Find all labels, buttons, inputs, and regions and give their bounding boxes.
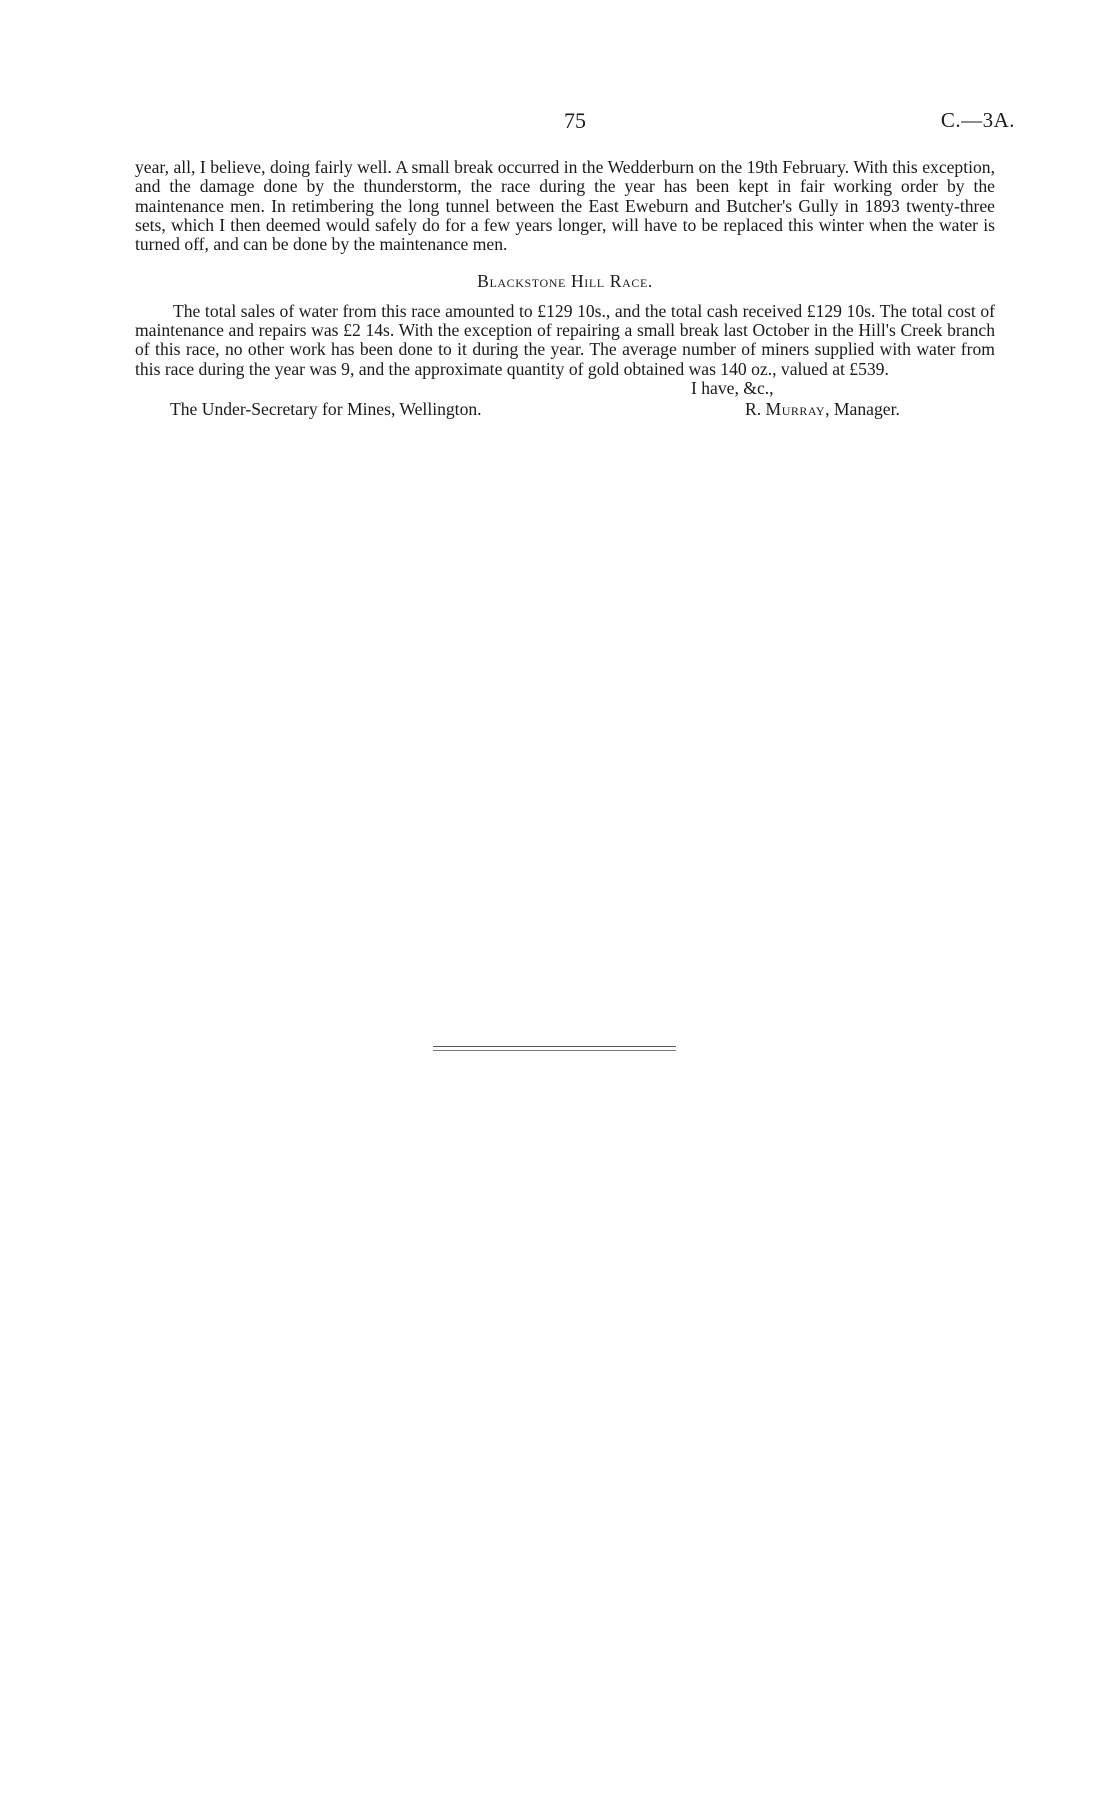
end-rule [433, 1046, 676, 1051]
body-text [135, 158, 995, 420]
signature-line [135, 400, 995, 420]
signatory-surname: Murray [765, 399, 826, 420]
addressee: The Under-Secretary for Mines, Wellington. [170, 399, 482, 420]
signatory-initial: R. [745, 399, 762, 420]
document-reference: C.—3A. [940, 108, 1015, 132]
closing-salutation: I have, &c., [691, 377, 774, 398]
section-paragraph: The total sales of water from this race amounted to £129 10s., and the total cash received £129 10s. The total cost of maintenance and repairs was £2 14s. With the exception of repairing a small break last October in the Hill's Creek branch of this race, no other work has been done to it during the year. The average number of miners supplied with water from this race during the year was 9, and the approximate quantity of gold obtained was 140 oz., valued at £539. [135, 300, 995, 379]
section-heading: Blackstone Hill Race. [477, 271, 653, 292]
signatory [745, 400, 900, 419]
page-header [135, 108, 1015, 138]
page-number: 75 [564, 108, 586, 133]
end-rule-bottom-line [433, 1050, 676, 1051]
signatory-title: , Manager. [825, 399, 900, 420]
continuation-paragraph: year, all, I believe, doing fairly well. A small break occurred in the Wedderburn on the 19th February. With this exception, and the damage done by the thunderstorm, the race during the year has been kept in fair working order by the maintenance men. In retimbering the long tunnel between the East Eweburn and Butcher's Gully in 1893 twenty-three sets, which I then deemed would safely do for a few years longer, will have to be replaced this winter when the water is turned off, and can be done by the maintenance men. [135, 157, 995, 255]
end-rule-top-line [433, 1046, 676, 1047]
